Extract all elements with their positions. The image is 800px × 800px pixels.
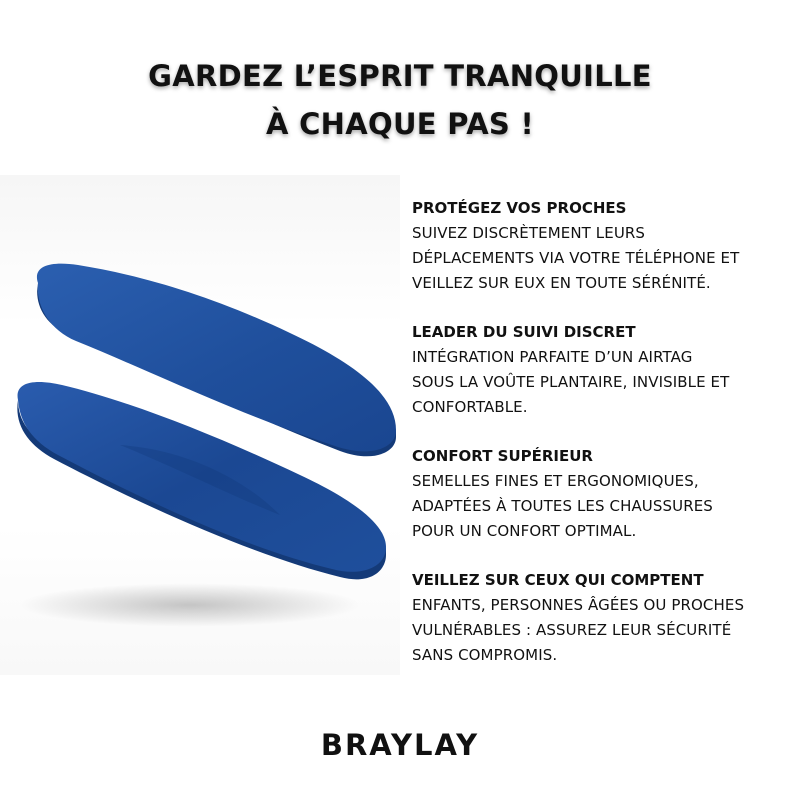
feature-text: DÉPLACEMENTS VIA VOTRE TÉLÉPHONE ET	[412, 249, 740, 267]
feature-text: SANS COMPROMIS.	[412, 646, 558, 664]
insole-shadow	[20, 583, 360, 627]
product-image	[0, 175, 400, 675]
feature-comfort	[412, 444, 792, 544]
feature-title: CONFORT SUPÉRIEUR	[412, 447, 593, 465]
headline-line-1: GARDEZ L’ESPRIT TRANQUILLE	[148, 59, 652, 93]
feature-text: VULNÉRABLES : ASSUREZ LEUR SÉCURITÉ	[412, 621, 732, 639]
feature-leader	[412, 320, 792, 420]
feature-text: POUR UN CONFORT OPTIMAL.	[412, 522, 637, 540]
feature-text: ADAPTÉES À TOUTES LES CHAUSSURES	[412, 497, 713, 515]
feature-text: CONFORTABLE.	[412, 398, 528, 416]
feature-text: SUIVEZ DISCRÈTEMENT LEURS	[412, 224, 646, 242]
insoles-illustration	[0, 175, 400, 675]
feature-list	[412, 196, 792, 692]
feature-text: SEMELLES FINES ET ERGONOMIQUES,	[412, 472, 699, 490]
feature-text: INTÉGRATION PARFAITE D’UN AIRTAG	[412, 348, 693, 366]
feature-care	[412, 568, 792, 668]
feature-title: VEILLEZ SUR CEUX QUI COMPTENT	[412, 571, 704, 589]
feature-text: SOUS LA VOÛTE PLANTAIRE, INVISIBLE ET	[412, 373, 730, 391]
headline-line-2: À CHAQUE PAS !	[265, 107, 535, 141]
headline	[0, 52, 800, 148]
feature-protect	[412, 196, 792, 296]
feature-title: LEADER DU SUIVI DISCRET	[412, 323, 636, 341]
feature-title: PROTÉGEZ VOS PROCHES	[412, 199, 627, 217]
feature-text: VEILLEZ SUR EUX EN TOUTE SÉRÉNITÉ.	[412, 274, 711, 292]
feature-text: ENFANTS, PERSONNES ÂGÉES OU PROCHES	[412, 596, 745, 614]
brand-logo: BRAYLAY	[320, 728, 480, 762]
